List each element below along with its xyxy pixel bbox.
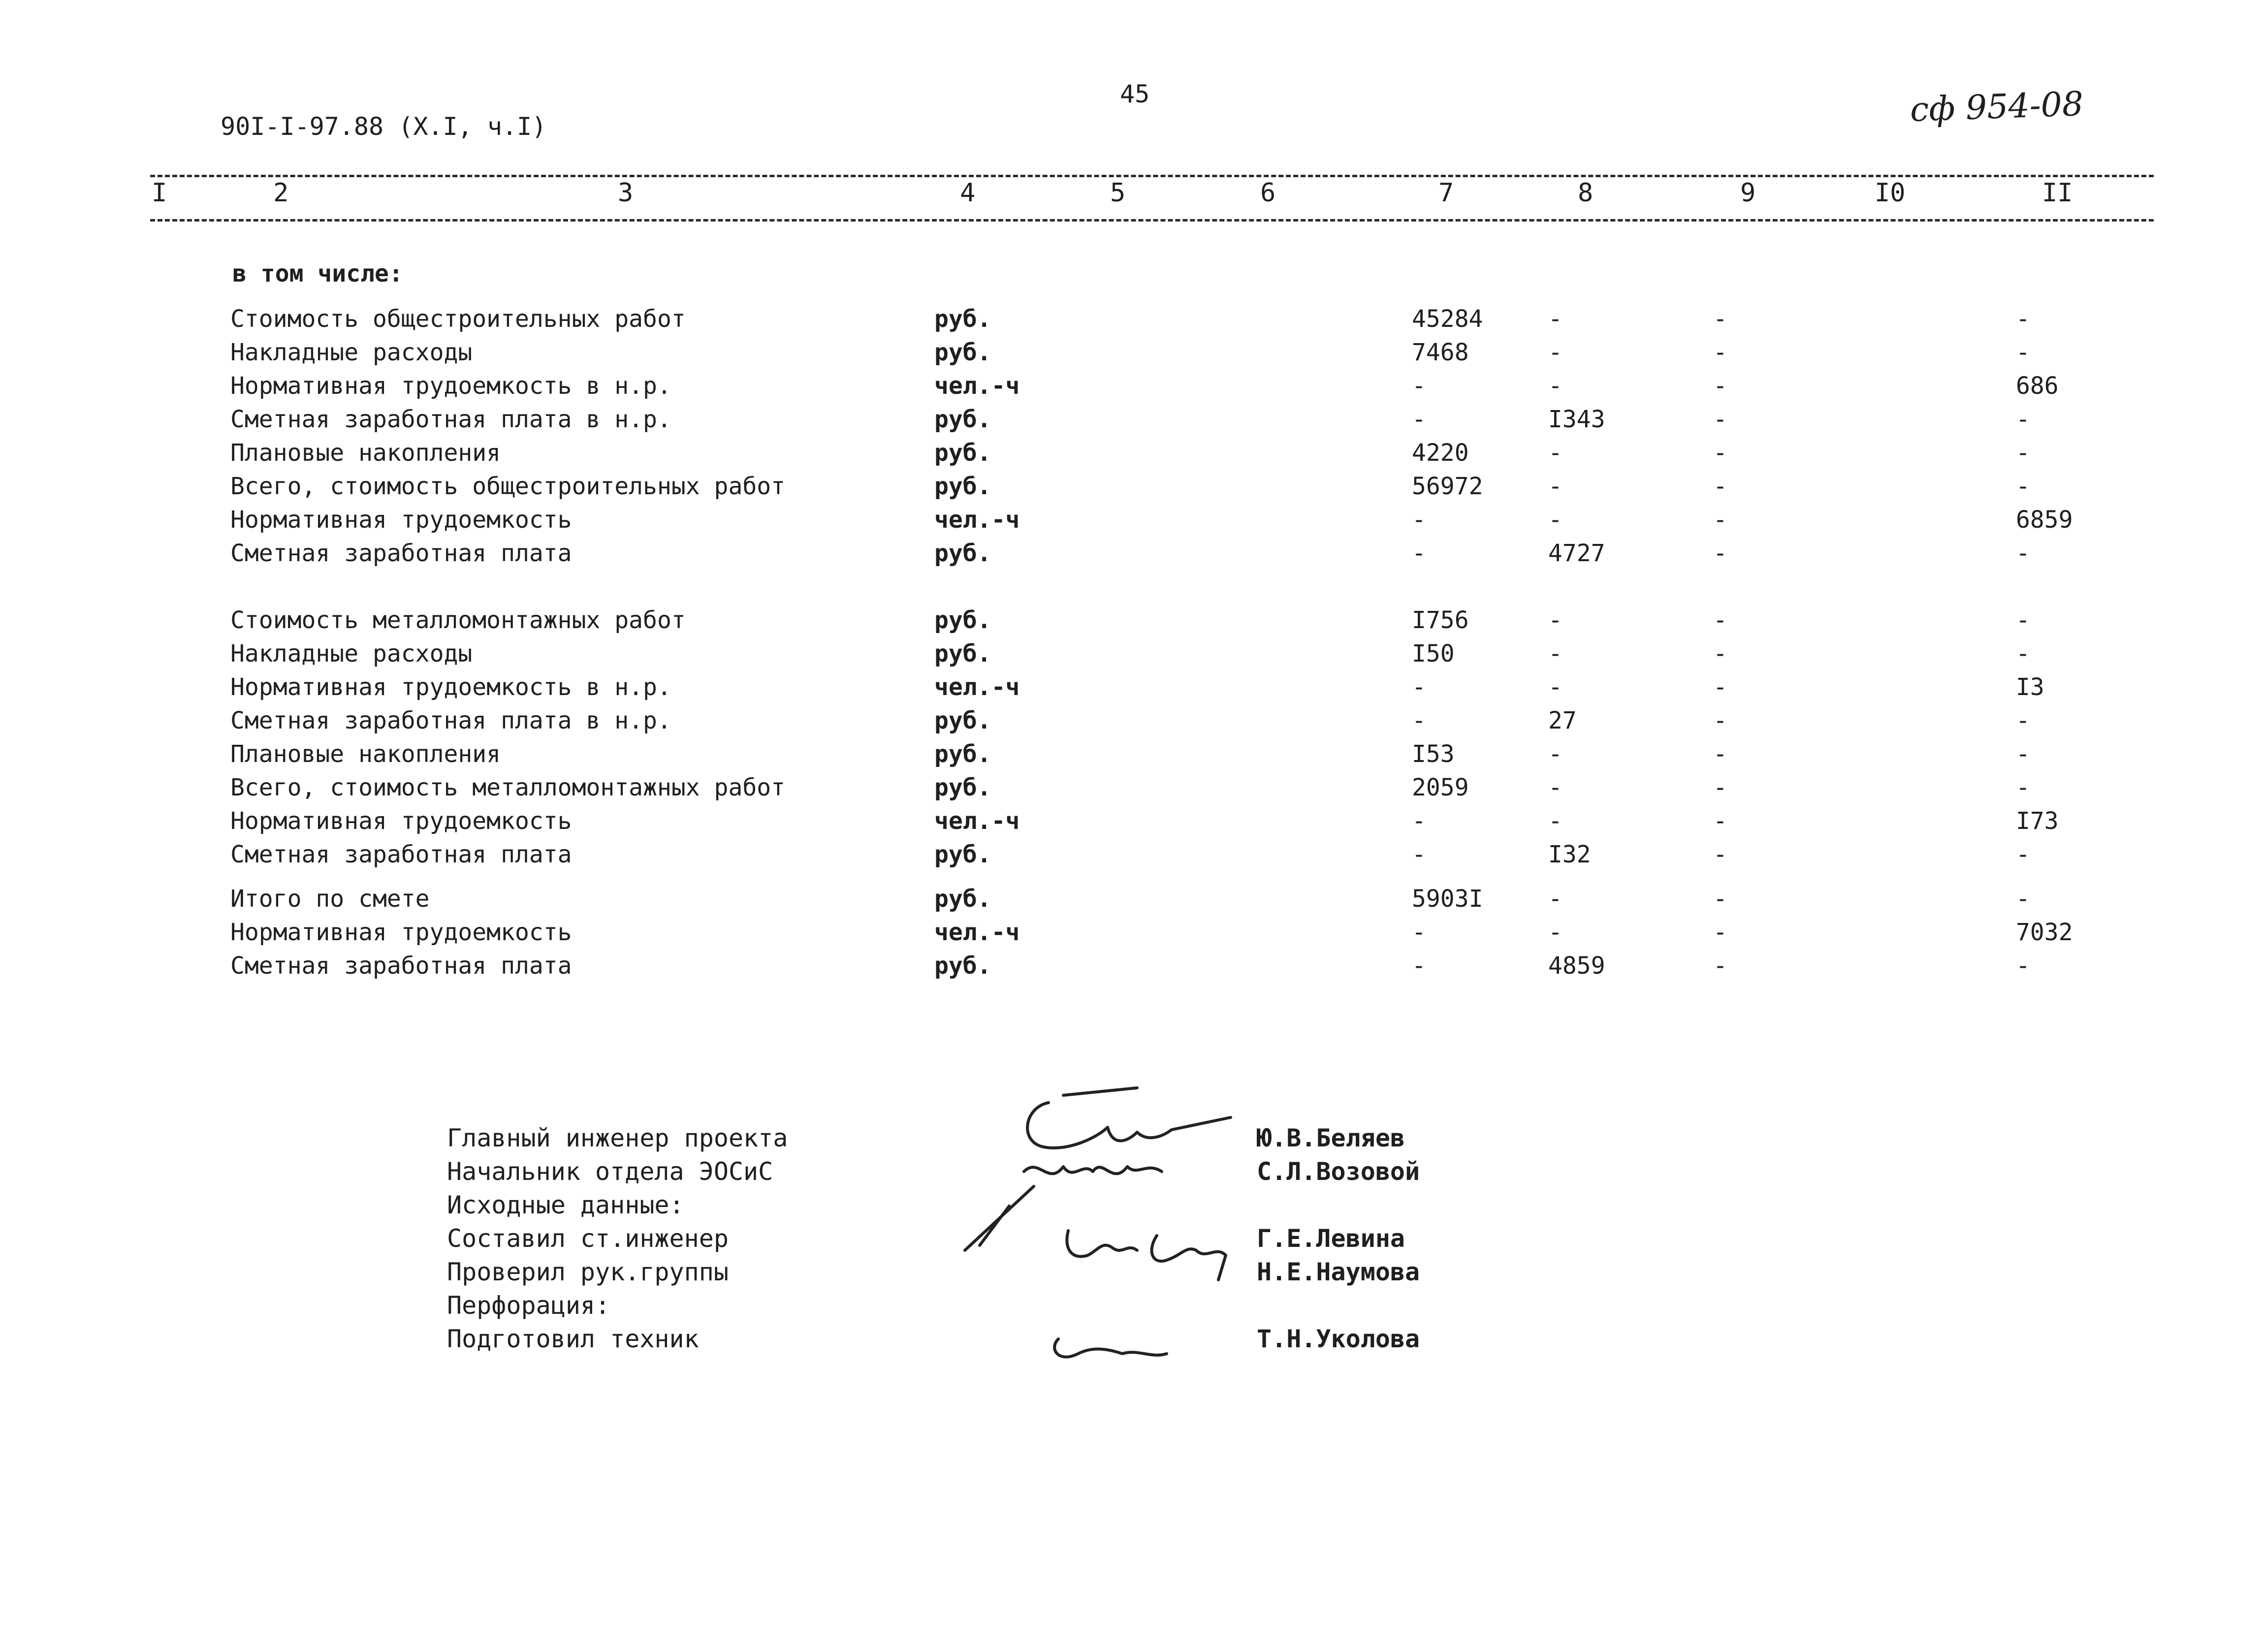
row-col11: - xyxy=(2016,640,2030,667)
row-name: Итого по смете xyxy=(230,885,430,913)
person-name: Т.Н.Уколова xyxy=(1257,1325,1420,1353)
row-col9: - xyxy=(1713,640,1727,667)
row-col8: - xyxy=(1548,473,1562,500)
column-number: 9 xyxy=(1740,178,1756,208)
row-col8: - xyxy=(1548,372,1562,400)
handwritten-reference: сф 954-08 xyxy=(1909,84,2084,130)
row-col7: 7468 xyxy=(1412,339,1469,366)
table-row xyxy=(0,372,2262,405)
row-col9: - xyxy=(1713,339,1727,366)
row-col7: - xyxy=(1412,372,1426,400)
row-name: Нормативная трудоемкость в н.р. xyxy=(230,372,671,400)
row-unit: руб. xyxy=(934,540,991,567)
row-unit: руб. xyxy=(934,774,991,801)
row-col9: - xyxy=(1713,439,1727,467)
signature-naumova xyxy=(1152,1236,1226,1280)
row-col11: 7032 xyxy=(2016,919,2073,946)
row-name: Сметная заработная плата xyxy=(230,540,572,567)
row-col7: I50 xyxy=(1412,640,1455,667)
row-col7: - xyxy=(1412,919,1426,946)
row-name: Сметная заработная плата в н.р. xyxy=(230,707,671,734)
row-name: Нормативная трудоемкость xyxy=(230,506,572,534)
table-row xyxy=(0,807,2262,840)
row-unit: чел.-ч xyxy=(934,673,1020,701)
row-col8: - xyxy=(1548,919,1562,946)
column-number: 7 xyxy=(1438,178,1454,208)
row-col9: - xyxy=(1713,473,1727,500)
table-row xyxy=(0,919,2262,951)
person-name xyxy=(1257,1289,1420,1322)
section-label: в том числе: xyxy=(232,260,403,287)
row-col8: - xyxy=(1548,339,1562,366)
row-col7: I756 xyxy=(1412,606,1469,634)
row-name: Стоимость общестроительных работ xyxy=(230,305,686,333)
row-name: Накладные расходы xyxy=(230,640,473,667)
table-header-top-rule xyxy=(150,175,2154,177)
row-col11: - xyxy=(2016,885,2030,913)
row-col11: - xyxy=(2016,606,2030,634)
table-row xyxy=(0,305,2262,338)
row-col8: I343 xyxy=(1548,406,1605,433)
table-header-bottom-rule xyxy=(150,219,2154,222)
row-col7: 45284 xyxy=(1412,305,1483,333)
signature-levina xyxy=(1067,1231,1137,1257)
row-name: Сметная заработная плата в н.р. xyxy=(230,406,671,433)
row-col8: 4859 xyxy=(1548,952,1605,980)
table-row xyxy=(0,339,2262,371)
row-unit: руб. xyxy=(934,473,991,500)
row-unit: руб. xyxy=(934,740,991,768)
row-unit: руб. xyxy=(934,640,991,667)
table-row xyxy=(0,406,2262,438)
row-col8: - xyxy=(1548,673,1562,701)
column-number: 5 xyxy=(1110,178,1126,208)
row-col11: - xyxy=(2016,540,2030,567)
signature-names xyxy=(1257,1121,1420,1356)
signature-ukolova xyxy=(1054,1339,1167,1357)
table-row xyxy=(0,439,2262,472)
document-code: 90I-I-97.88 (X.I, ч.I) xyxy=(221,112,547,141)
row-col8: - xyxy=(1548,885,1562,913)
row-col7: 5903I xyxy=(1412,885,1483,913)
row-col7: - xyxy=(1412,673,1426,701)
row-col11: - xyxy=(2016,707,2030,734)
row-col8: - xyxy=(1548,506,1562,534)
row-unit: руб. xyxy=(934,952,991,980)
row-col11: I3 xyxy=(2016,673,2044,701)
row-unit: руб. xyxy=(934,406,991,433)
row-col8: - xyxy=(1548,640,1562,667)
table-row xyxy=(0,707,2262,739)
handwritten-signatures xyxy=(950,1073,1255,1378)
person-name: Н.Е.Наумова xyxy=(1257,1258,1420,1286)
column-number: II xyxy=(2042,178,2073,208)
row-col8: - xyxy=(1548,305,1562,333)
role-label: Составил ст.инженер xyxy=(447,1224,729,1253)
row-col9: - xyxy=(1713,952,1727,980)
table-row xyxy=(0,673,2262,706)
row-name: Нормативная трудоемкость xyxy=(230,919,572,946)
row-col7: 4220 xyxy=(1412,439,1469,467)
row-col9: - xyxy=(1713,885,1727,913)
row-name: Сметная заработная плата xyxy=(230,952,572,980)
row-unit: руб. xyxy=(934,305,991,333)
row-col8: 27 xyxy=(1548,707,1577,734)
person-name: Г.Е.Левина xyxy=(1257,1224,1405,1253)
row-name: Плановые накопления xyxy=(230,439,501,467)
row-unit: руб. xyxy=(934,339,991,366)
row-col9: - xyxy=(1713,372,1727,400)
row-col9: - xyxy=(1713,506,1727,534)
row-col7: - xyxy=(1412,707,1426,734)
row-name: Стоимость металломонтажных работ xyxy=(230,606,686,634)
row-col8: - xyxy=(1548,774,1562,801)
row-name: Сметная заработная плата xyxy=(230,841,572,868)
table-row xyxy=(0,606,2262,639)
row-col9: - xyxy=(1713,740,1727,768)
row-unit: руб. xyxy=(934,606,991,634)
row-col9: - xyxy=(1713,540,1727,567)
column-number: I0 xyxy=(1875,178,1906,208)
row-col11: - xyxy=(2016,952,2030,980)
row-col9: - xyxy=(1713,406,1727,433)
row-col7: - xyxy=(1412,506,1426,534)
row-col11: - xyxy=(2016,406,2030,433)
row-unit: руб. xyxy=(934,707,991,734)
role-label: Подготовил техник xyxy=(447,1325,699,1353)
signature-belyaev xyxy=(1027,1088,1231,1148)
row-name: Всего, стоимость металломонтажных работ xyxy=(230,774,786,801)
column-number: I xyxy=(152,178,167,208)
table-row xyxy=(0,885,2262,918)
column-number: 3 xyxy=(618,178,634,208)
table-row xyxy=(0,841,2262,873)
person-name: Ю.В.Беляев xyxy=(1257,1124,1405,1152)
table-row xyxy=(0,506,2262,539)
row-name: Нормативная трудоемкость в н.р. xyxy=(230,673,671,701)
row-name: Накладные расходы xyxy=(230,339,473,366)
row-col7: - xyxy=(1412,540,1426,567)
row-unit: чел.-ч xyxy=(934,372,1020,400)
row-col11: - xyxy=(2016,841,2030,868)
role-label: Начальник отдела ЭОСиС xyxy=(447,1157,773,1186)
row-col7: - xyxy=(1412,807,1426,835)
row-col9: - xyxy=(1713,707,1727,734)
row-name: Всего, стоимость общестроительных работ xyxy=(230,473,786,500)
person-name: С.Л.Возовой xyxy=(1257,1157,1420,1186)
row-col11: 686 xyxy=(2016,372,2059,400)
table-row xyxy=(0,740,2262,773)
row-col9: - xyxy=(1713,606,1727,634)
row-col9: - xyxy=(1713,673,1727,701)
row-col11: - xyxy=(2016,439,2030,467)
row-unit: руб. xyxy=(934,439,991,467)
row-col7: 2059 xyxy=(1412,774,1469,801)
row-col8: I32 xyxy=(1548,841,1591,868)
role-label: Проверил рук.группы xyxy=(447,1258,729,1286)
signature-vozovoy xyxy=(965,1167,1162,1250)
row-col8: - xyxy=(1548,606,1562,634)
role-label: Главный инженер проекта xyxy=(447,1124,788,1152)
column-number: 8 xyxy=(1578,178,1593,208)
row-col7: - xyxy=(1412,952,1426,980)
row-col11: - xyxy=(2016,339,2030,366)
row-unit: чел.-ч xyxy=(934,506,1020,534)
role-label: Исходные данные: xyxy=(447,1191,684,1219)
row-col11: - xyxy=(2016,740,2030,768)
column-number: 4 xyxy=(960,178,976,208)
row-col11: 6859 xyxy=(2016,506,2073,534)
row-col11: I73 xyxy=(2016,807,2059,835)
person-name xyxy=(1257,1188,1420,1222)
row-unit: руб. xyxy=(934,885,991,913)
column-number: 6 xyxy=(1260,178,1276,208)
row-unit: руб. xyxy=(934,841,991,868)
row-unit: чел.-ч xyxy=(934,807,1020,835)
table-row xyxy=(0,774,2262,806)
row-col7: - xyxy=(1412,406,1426,433)
row-col9: - xyxy=(1713,774,1727,801)
row-col9: - xyxy=(1713,305,1727,333)
row-name: Нормативная трудоемкость xyxy=(230,807,572,835)
row-col11: - xyxy=(2016,473,2030,500)
table-row xyxy=(0,473,2262,505)
column-number: 2 xyxy=(273,178,289,208)
row-col8: - xyxy=(1548,807,1562,835)
row-col9: - xyxy=(1713,807,1727,835)
role-label: Перфорация: xyxy=(447,1291,610,1320)
row-col8: - xyxy=(1548,740,1562,768)
table-row xyxy=(0,540,2262,572)
row-col8: - xyxy=(1548,439,1562,467)
page-number: 45 xyxy=(1120,80,1150,108)
table-row xyxy=(0,640,2262,672)
signature-roles xyxy=(447,1121,788,1356)
row-col11: - xyxy=(2016,774,2030,801)
row-col11: - xyxy=(2016,305,2030,333)
row-unit: чел.-ч xyxy=(934,919,1020,946)
table-row xyxy=(0,952,2262,985)
row-col8: 4727 xyxy=(1548,540,1605,567)
row-col7: 56972 xyxy=(1412,473,1483,500)
row-col9: - xyxy=(1713,841,1727,868)
row-name: Плановые накопления xyxy=(230,740,501,768)
row-col7: - xyxy=(1412,841,1426,868)
row-col7: I53 xyxy=(1412,740,1455,768)
row-col9: - xyxy=(1713,919,1727,946)
